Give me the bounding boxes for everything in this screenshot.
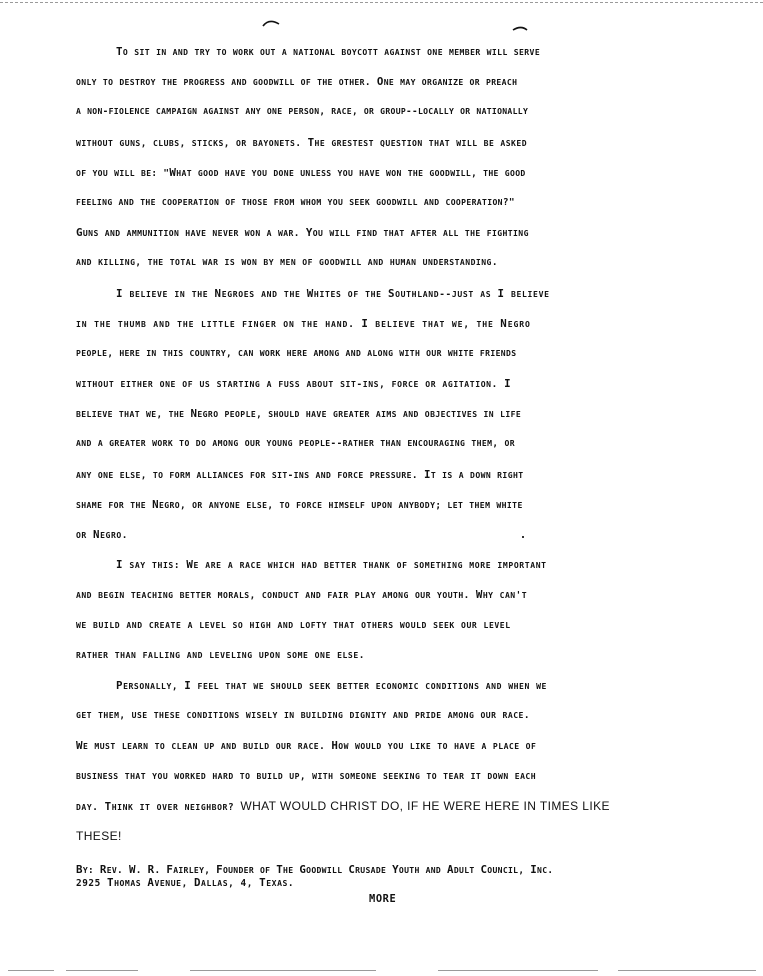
text-line: A NON-FIOLENCE CAMPAIGN AGAINST ANY ONE PERSON, RACE, OR GROUP--LOCALLY OR NATIONALLY bbox=[76, 106, 529, 118]
text-line: WE BUILD AND CREATE A LEVEL SO HIGH AND LOFTY THAT OTHERS WOULD SEEK OUR LEVEL bbox=[76, 619, 511, 630]
text-line: OF YOU WILL BE: "WHAT GOOD HAVE YOU DONE UNLESS YOU HAVE WON THE GOODWILL, THE GOOD bbox=[76, 165, 526, 179]
text-line: BUSINESS THAT YOU WORKED HARD TO BUILD UP, WITH SOMEONE SEEKING TO TEAR IT DOWN EACH bbox=[76, 770, 537, 782]
text-line: ANY ONE ELSE, TO FORM ALLIANCES FOR SIT-INS AND FORCE PRESSURE. IT IS A DOWN RIGHT bbox=[76, 467, 524, 481]
text-line: I BELIEVE IN THE NEGROES AND THE WHITES OF THE SOUTHLAND--JUST AS I BELIEVE bbox=[116, 286, 550, 300]
page-top-edge bbox=[0, 2, 763, 3]
closing-statement-end: THESE! bbox=[76, 828, 122, 843]
text-line: WITHOUT EITHER ONE OF US STARTING A FUSS ABOUT SIT-INS, FORCE OR AGITATION. I bbox=[76, 377, 512, 391]
more-label: MORE bbox=[369, 893, 397, 905]
text-line bbox=[76, 828, 721, 843]
paragraph-2 bbox=[76, 288, 721, 541]
page-bottom-edge bbox=[66, 970, 138, 971]
document-body bbox=[76, 46, 721, 861]
text-line: WITHOUT GUNS, CLUBS, STICKS, OR BAYONETS. THE GRESTEST QUESTION THAT WILL BE ASKED bbox=[76, 135, 528, 149]
text-line: AND A GREATER WORK TO DO AMONG OUR YOUNG PEOPLE--RATHER THAN ENCOURAGING THEM, OR bbox=[76, 438, 516, 450]
text-line: PEOPLE, HERE IN THIS COUNTRY, CAN WORK HERE AMONG AND ALONG WITH OUR WHITE FRIENDS bbox=[76, 347, 517, 359]
ink-speck bbox=[522, 536, 524, 538]
page-bottom-edge bbox=[438, 970, 598, 971]
text-line: WE MUST LEARN TO CLEAN UP AND BUILD OUR RACE. HOW WOULD YOU LIKE TO HAVE A PLACE OF bbox=[76, 739, 537, 753]
signature-name: BY: REV. W. R. FAIRLEY, FOUNDER OF THE GOODWILL CRUSADE YOUTH AND ADULT COUNCIL, INC. bbox=[76, 863, 554, 876]
paragraph-1 bbox=[76, 46, 721, 268]
text-line: OR NEGRO. bbox=[76, 528, 128, 541]
text-line: BELIEVE THAT WE, THE NEGRO PEOPLE, SHOULD HAVE GREATER AIMS AND OBJECTIVES IN LIFE bbox=[76, 407, 522, 421]
page-bottom-edge bbox=[190, 970, 376, 971]
page-bottom-edge bbox=[618, 970, 756, 971]
signature-block bbox=[76, 864, 721, 890]
signature-address: 2925 THOMAS AVENUE, DALLAS, 4, TEXAS. bbox=[76, 876, 295, 889]
text-line: AND KILLING, THE TOTAL WAR IS WON BY MEN OF GOODWILL AND HUMAN UNDERSTANDING. bbox=[76, 257, 498, 269]
staple-mark-left bbox=[261, 18, 281, 28]
text-line: ONLY TO DESTROY THE PROGRESS AND GOODWILL OF THE OTHER. ONE MAY ORGANIZE OR PREACH bbox=[76, 75, 518, 89]
text-line bbox=[76, 798, 721, 813]
staple-mark-right bbox=[511, 24, 531, 34]
paragraph-3 bbox=[76, 559, 721, 661]
text-line: SHAME FOR THE NEGRO, OR ANYONE ELSE, TO FORCE HIMSELF UPON ANYBODY; LET THEM WHITE bbox=[76, 497, 523, 511]
text-line: AND BEGIN TEACHING BETTER MORALS, CONDUCT AND FAIR PLAY AMONG OUR YOUTH. WHY CAN'T bbox=[76, 588, 528, 602]
text-line: RATHER THAN FALLING AND LEVELING UPON SOME ONE ELSE. bbox=[76, 649, 365, 661]
text-line: GET THEM, USE THESE CONDITIONS WISELY IN BUILDING DIGNITY AND PRIDE AMONG OUR RACE. bbox=[76, 710, 530, 722]
text-line: PERSONALLY, I FEEL THAT WE SHOULD SEEK BETTER ECONOMIC CONDITIONS AND WHEN WE bbox=[116, 678, 547, 692]
text-line: I SAY THIS: WE ARE A RACE WHICH HAD BETTER THANK OF SOMETHING MORE IMPORTANT bbox=[116, 558, 547, 572]
text-line: IN THE THUMB AND THE LITTLE FINGER ON THE HAND. I BELIEVE THAT WE, THE NEGRO bbox=[76, 316, 531, 330]
closing-statement: WHAT WOULD CHRIST DO, IF HE WERE HERE IN TIMES LIKE bbox=[240, 798, 610, 813]
page-bottom-edge bbox=[8, 970, 54, 971]
closing-question: DAY. THINK IT OVER NEIGHBOR? bbox=[76, 799, 235, 813]
text-line: TO SIT IN AND TRY TO WORK OUT A NATIONAL BOYCOTT AGAINST ONE MEMBER WILL SERVE bbox=[116, 45, 541, 58]
paragraph-4 bbox=[76, 680, 721, 842]
text-line: FEELING AND THE COOPERATION OF THOSE FROM WHOM YOU SEEK GOODWILL AND COOPERATION?" bbox=[76, 196, 515, 208]
text-line: GUNS AND AMMUNITION HAVE NEVER WON A WAR. YOU WILL FIND THAT AFTER ALL THE FIGHTING bbox=[76, 226, 529, 240]
